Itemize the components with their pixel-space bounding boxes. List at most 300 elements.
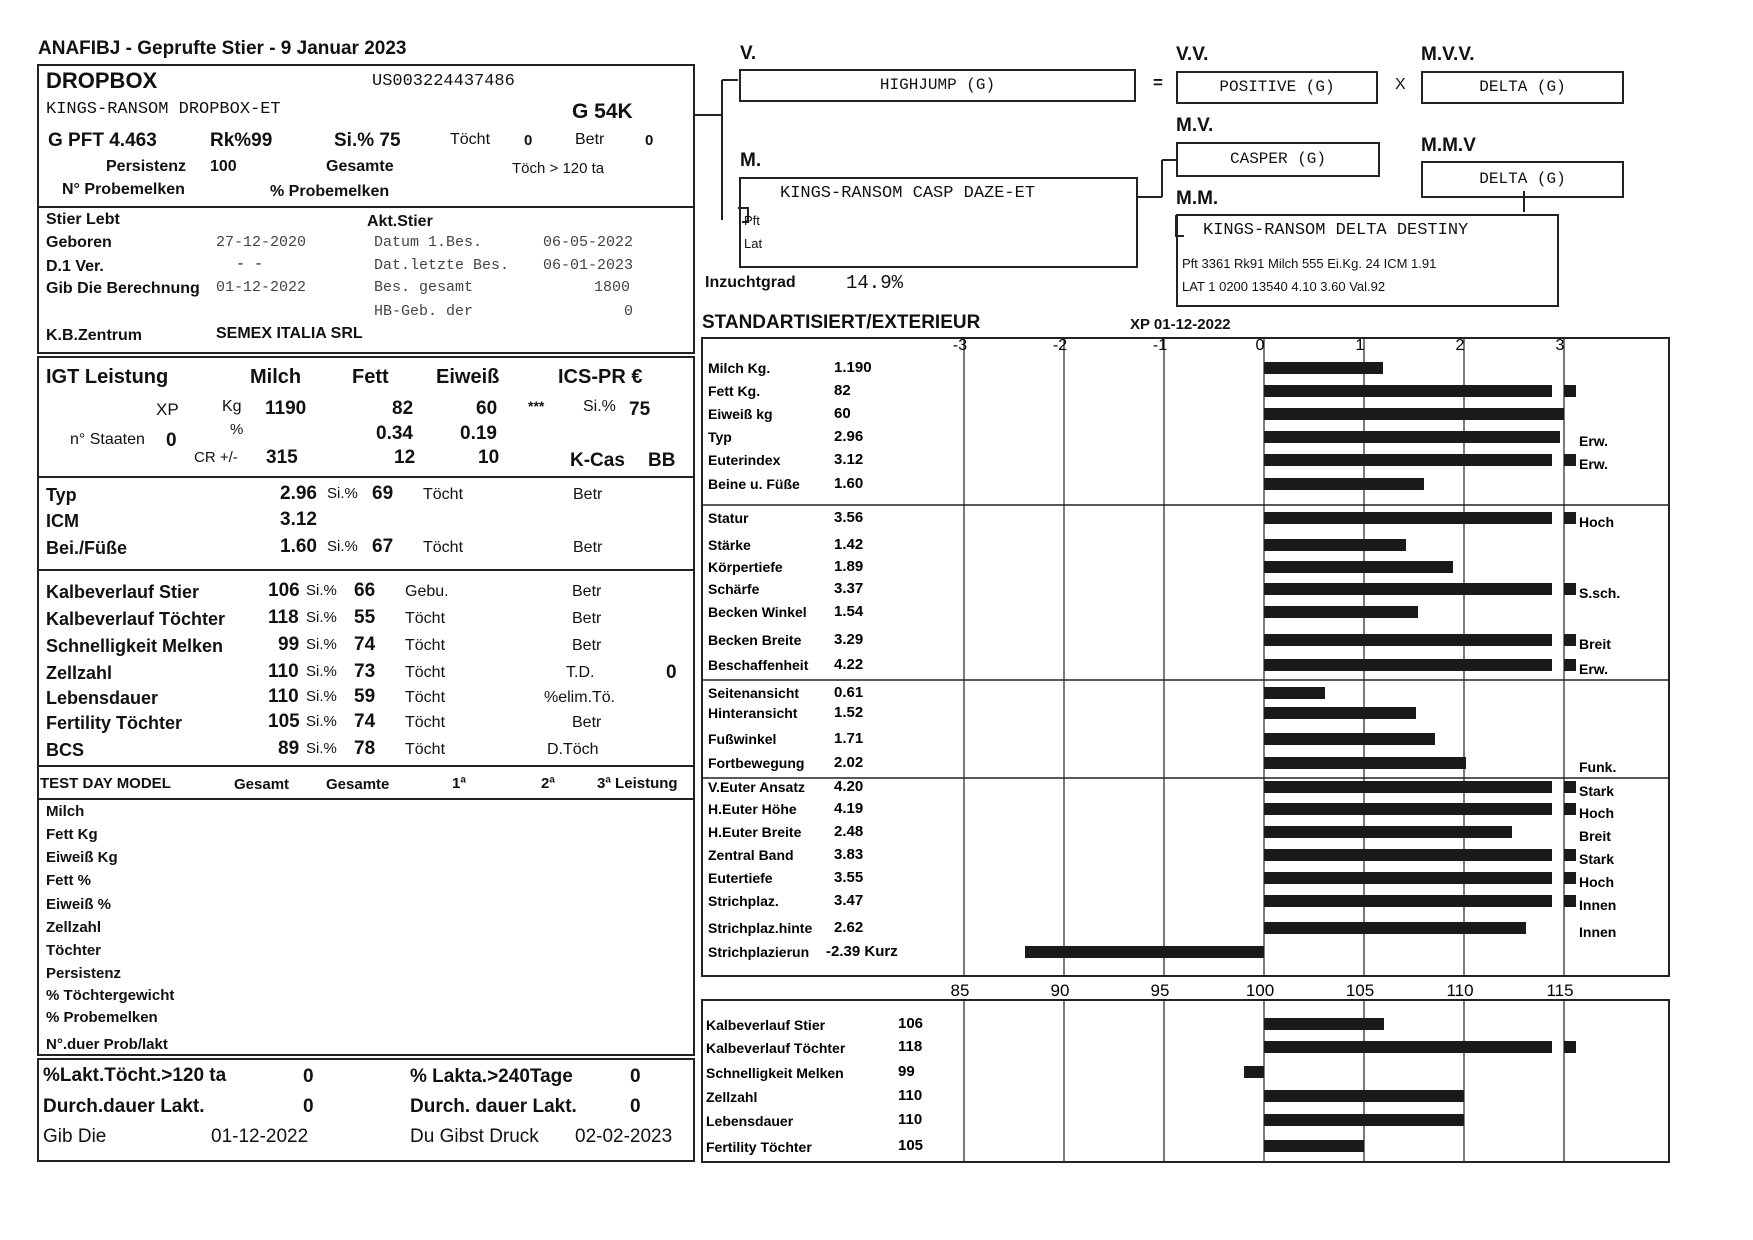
type-row-t: Töcht (423, 539, 464, 556)
datletzte-label: Dat.letzte Bes. (374, 257, 510, 274)
func-bar (1264, 1041, 1552, 1053)
trait-label: Milch Kg. (708, 360, 771, 376)
tick-label: 90 (1050, 981, 1070, 1000)
persistenz-label: Persistenz (106, 158, 187, 175)
trait-marker (1564, 849, 1576, 861)
dam-pft: Pft (744, 213, 760, 228)
tick-label: 0 (1255, 337, 1265, 354)
tdm-row: Milch (46, 803, 85, 820)
vv-label: V.V. (1176, 44, 1209, 65)
trait-marker (1564, 634, 1576, 646)
hb-label: HB-Geb. der (374, 303, 474, 320)
v-label: V. (740, 43, 757, 64)
type-row-b: Betr (573, 486, 603, 503)
dam-dam-lat: LAT 1 0200 13540 4.10 3.60 Val.92 (1182, 279, 1386, 294)
durch1-label: Durch.dauer Lakt. (43, 1096, 205, 1117)
trait-bar (1264, 757, 1466, 769)
trait-note: Stark (1579, 851, 1615, 867)
func-row-si-label: Si.% (306, 740, 337, 757)
d1-label: D.1 Ver. (46, 258, 104, 275)
func-row-t: Töcht (405, 714, 446, 731)
bull-name: DROPBOX (46, 68, 158, 93)
func-row-val: 110 (268, 661, 299, 682)
func-row-si: 73 (354, 661, 376, 682)
trait-bar (1264, 385, 1552, 397)
func-value: 110 (898, 1111, 923, 1128)
func-row-val: 99 (278, 634, 300, 655)
trait-label: Fußwinkel (708, 731, 777, 747)
tdm-row: Fett % (46, 872, 91, 889)
type-row-si-label: Si.% (327, 485, 358, 502)
trait-value: 2.02 (834, 754, 864, 771)
datum1-val: 06-05-2022 (543, 234, 634, 251)
trait-note: Funk. (1579, 759, 1617, 775)
igt-cr-eiweiss: 10 (478, 447, 500, 468)
kb-val: SEMEX ITALIA SRL (216, 325, 363, 342)
func-row-si: 55 (354, 607, 376, 628)
mvv-label: M.V.V. (1421, 44, 1475, 65)
tick-label: 95 (1150, 981, 1170, 1000)
func-bar (1244, 1066, 1264, 1078)
mgs-sire-name: DELTA (G) (1479, 78, 1566, 96)
func-bar (1264, 1018, 1384, 1030)
probemelken-pct: % Probemelken (270, 183, 390, 200)
func-value: 110 (898, 1087, 923, 1104)
trait-value: 1.42 (834, 536, 864, 553)
trait-label: H.Euter Höhe (708, 801, 797, 817)
trait-value: 2.48 (834, 823, 864, 840)
trait-value: 3.56 (834, 509, 864, 526)
type-row-val: 3.12 (280, 509, 317, 530)
toch120-label: Töch > 120 ta (512, 160, 605, 177)
hb-val: 0 (624, 303, 634, 320)
func-row-b: Betr (572, 583, 602, 600)
trait-label: Beschaffenheit (708, 657, 809, 673)
inzucht-label: Inzuchtgrad (705, 274, 796, 291)
type-row-b: Betr (573, 539, 603, 556)
d1-val: - - (236, 256, 264, 273)
trait-bar (1264, 539, 1406, 551)
trait-label: Becken Breite (708, 632, 802, 648)
func-bar (1264, 1114, 1464, 1126)
trait-value: 1.190 (834, 359, 872, 376)
sire-sire-name: POSITIVE (G) (1219, 78, 1335, 96)
trait-value: 3.12 (834, 451, 864, 468)
functional-frame (702, 1000, 1669, 1162)
trait-marker (1564, 583, 1576, 595)
bes-val: 1800 (594, 279, 631, 296)
page-title: ANAFIBJ - Geprufte Stier - 9 Januar 2023 (38, 38, 407, 59)
betr-val: 0 (645, 132, 654, 149)
func-row-si: 78 (354, 738, 376, 759)
persistenz-val: 100 (210, 158, 237, 175)
dam-dam-name: KINGS-RANSOM DELTA DESTINY (1203, 221, 1469, 240)
datletzte-val: 06-01-2023 (543, 257, 634, 274)
tdm-row: Eiweiß % (46, 896, 112, 913)
trait-bar (1264, 478, 1424, 490)
trait-note: S.sch. (1579, 585, 1621, 601)
trait-value: 1.54 (834, 603, 864, 620)
gesamte-label: Gesamte (326, 158, 394, 175)
func-row-t: Töcht (405, 637, 446, 654)
trait-value: 82 (834, 382, 851, 399)
tdm-row: N°.duer Prob/lakt (46, 1036, 168, 1053)
func-label: Zellzahl (706, 1089, 758, 1105)
trait-marker (1564, 872, 1576, 884)
trait-bar (1264, 431, 1560, 443)
func-row-si: 74 (354, 711, 376, 732)
durch1-val: 0 (303, 1096, 314, 1117)
func-row-si: 74 (354, 634, 376, 655)
trait-value: 4.19 (834, 800, 864, 817)
m-label: M. (740, 150, 762, 171)
durch2-label: Durch. dauer Lakt. (410, 1096, 577, 1117)
bull-fullname: KINGS-RANSOM DROPBOX-ET (46, 100, 281, 119)
trait-value: 3.29 (834, 631, 864, 648)
trait-value: 3.55 (834, 869, 864, 886)
trait-bar (1264, 849, 1552, 861)
igt-si-label: Si.% (583, 398, 616, 415)
bull-id: US003224437486 (372, 72, 515, 91)
func-marker (1564, 1041, 1576, 1053)
trait-value: 1.60 (834, 475, 864, 492)
trait-label: V.Euter Ansatz (708, 779, 805, 795)
si: Si.% 75 (334, 130, 401, 151)
func-bar (1264, 1140, 1364, 1152)
tdm-l3: 3ª Leistung (597, 775, 678, 792)
rk: Rk%99 (210, 130, 273, 151)
trait-label: Beine u. Füße (708, 476, 800, 492)
igt-title: IGT Leistung (46, 366, 169, 388)
trait-value: 1.89 (834, 558, 864, 575)
trait-label: Becken Winkel (708, 604, 807, 620)
func-row-si-label: Si.% (306, 663, 337, 680)
akt-stier: Akt.Stier (367, 213, 433, 230)
trait-bar (1264, 659, 1552, 671)
igt-kg: Kg (222, 398, 242, 415)
func-label: Kalbeverlauf Töchter (706, 1040, 846, 1056)
trait-label: Körpertiefe (708, 559, 783, 575)
type-row-label: ICM (46, 511, 79, 531)
func-value: 118 (898, 1038, 923, 1055)
igt-si-val: 75 (629, 399, 651, 420)
trait-label: Strichplaz.hinte (708, 920, 813, 936)
func-row-t: Töcht (405, 741, 446, 758)
func-bar (1264, 1090, 1464, 1102)
lakt120-val: 0 (303, 1066, 314, 1087)
igt-cr-fett: 12 (394, 447, 416, 468)
tick-label: 3 (1555, 337, 1565, 354)
igt-kg-fett: 82 (392, 398, 414, 419)
trait-value: 2.96 (834, 428, 864, 445)
trait-label: Strichplaz. (708, 893, 779, 909)
tick-label: 110 (1446, 981, 1474, 1000)
trait-value: 4.22 (834, 656, 864, 673)
trait-bar (1264, 634, 1552, 646)
tick-label: 105 (1345, 981, 1375, 1000)
trait-note: Hoch (1579, 514, 1614, 530)
probemelken-n: N° Probemelken (62, 181, 185, 198)
func-row-label: Lebensdauer (46, 688, 159, 708)
gibdie-val: 01-12-2022 (211, 1126, 309, 1147)
trait-bar (1264, 512, 1552, 524)
trait-label: Typ (708, 429, 732, 445)
tdm-l1: 1ª (452, 775, 466, 792)
mmv-label: M.M.V (1421, 135, 1476, 156)
tdm-row: Töchter (46, 942, 102, 959)
func-row-b: D.Töch (547, 741, 599, 758)
igt-stars: *** (528, 398, 545, 414)
lakt120-label: %Lakt.Töcht.>120 ta (43, 1065, 227, 1086)
trait-marker (1564, 512, 1576, 524)
igt-staaten-val: 0 (166, 430, 177, 451)
trait-bar (1264, 707, 1416, 719)
druck-val: 02-02-2023 (575, 1126, 673, 1147)
func-row-b: T.D. (566, 664, 595, 681)
trait-label: Zentral Band (708, 847, 794, 863)
igt-kg-milch: 1190 (265, 398, 307, 419)
trait-marker (1564, 659, 1576, 671)
trait-bar (1025, 946, 1264, 958)
x-sign: X (1395, 76, 1406, 93)
datum1-label: Datum 1.Bes. (374, 234, 483, 251)
trait-marker (1564, 454, 1576, 466)
trait-label: Schärfe (708, 581, 760, 597)
lakt240-val: 0 (630, 1066, 641, 1087)
func-row-b: Betr (572, 637, 602, 654)
type-row-label: Bei./Füße (46, 538, 128, 558)
trait-bar (1264, 362, 1383, 374)
trait-note: Innen (1579, 924, 1617, 940)
inzucht-val: 14.9% (846, 272, 904, 294)
trait-bar (1264, 803, 1552, 815)
trait-label: Fett Kg. (708, 383, 761, 399)
trait-marker (1564, 803, 1576, 815)
func-row-val: 105 (268, 711, 300, 732)
trait-value: 0.61 (834, 684, 864, 701)
trait-label: Euterindex (708, 452, 781, 468)
func-row-t: Gebu. (405, 583, 449, 600)
type-row-val: 2.96 (280, 483, 317, 504)
trait-note: Breit (1579, 828, 1611, 844)
func-label: Fertility Töchter (706, 1139, 812, 1155)
tdm-row: % Probemelken (46, 1009, 158, 1026)
trait-marker (1564, 895, 1576, 907)
trait-value: 3.47 (834, 892, 864, 909)
trait-value: 1.71 (834, 730, 864, 747)
tdm-gesamte: Gesamte (326, 776, 390, 793)
igt-cr-milch: 315 (266, 447, 298, 468)
stier-lebt: Stier Lebt (46, 211, 120, 228)
std-title: STANDARTISIERT/EXTERIEUR (702, 312, 981, 333)
func-value: 106 (898, 1015, 924, 1032)
gib-val: 01-12-2022 (216, 279, 307, 296)
durch2-val: 0 (630, 1096, 641, 1117)
mm-label: M.M. (1176, 188, 1219, 209)
trait-label: Strichplazierun (708, 944, 810, 960)
type-row-si: 69 (372, 483, 394, 504)
func-row-si-label: Si.% (306, 636, 337, 653)
tdm-row: Eiweiß Kg (46, 849, 118, 866)
gibdie-label: Gib Die (43, 1126, 107, 1147)
trait-label: H.Euter Breite (708, 824, 802, 840)
func-row-val: 106 (268, 580, 300, 601)
tdm-row: % Töchtergewicht (46, 987, 175, 1004)
igt-xp: XP (156, 400, 179, 419)
gpft: G PFT 4.463 (48, 130, 157, 151)
trait-value: 60 (834, 405, 851, 422)
func-row-si: 66 (354, 580, 376, 601)
trait-note: Erw. (1579, 661, 1609, 677)
kb-label: K.B.Zentrum (46, 327, 142, 344)
igt-cr-label: CR +/- (194, 449, 238, 466)
trait-marker (1564, 781, 1576, 793)
func-row-b: Betr (572, 714, 602, 731)
trait-bar (1264, 687, 1325, 699)
trait-note: Hoch (1579, 805, 1614, 821)
mv-label: M.V. (1176, 115, 1214, 136)
func-label: Lebensdauer (706, 1113, 794, 1129)
trait-label: Eutertiefe (708, 870, 773, 886)
type-row-si: 67 (372, 536, 394, 557)
lakt240-label: % Lakta.>240Tage (410, 1066, 573, 1087)
igt-pct: % (230, 421, 244, 438)
tocht-val: 0 (524, 132, 533, 149)
dam-name: KINGS-RANSOM CASP DAZE-ET (780, 184, 1036, 203)
func-value: 105 (898, 1137, 924, 1154)
igt-kcas-val: BB (648, 450, 676, 471)
tdm-row: Persistenz (46, 965, 122, 982)
func-value: 99 (898, 1063, 915, 1080)
func-row-t: Töcht (405, 610, 446, 627)
type-row-t: Töcht (423, 486, 464, 503)
func-row-b: %elim.Tö. (544, 689, 616, 706)
trait-bar (1264, 561, 1453, 573)
trait-label: Fortbewegung (708, 755, 805, 771)
tdm-gesamt: Gesamt (234, 776, 290, 793)
func-row-b: Betr (572, 610, 602, 627)
trait-value: 2.62 (834, 919, 864, 936)
tick-label: 2 (1455, 337, 1465, 354)
trait-bar (1264, 895, 1552, 907)
tdm-row: Fett Kg (46, 826, 98, 843)
type-row-val: 1.60 (280, 536, 317, 557)
tdm-l2: 2ª (541, 775, 555, 792)
igt-kcas-label: K-Cas (570, 450, 625, 471)
bes-label: Bes. gesamt (374, 279, 474, 296)
dam-dam-pft: Pft 3361 Rk91 Milch 555 Ei.Kg. 24 ICM 1.91 (1182, 256, 1437, 271)
igt-staaten-label: n° Staaten (70, 431, 145, 448)
trait-note: Innen (1579, 897, 1617, 913)
tdm-title: TEST DAY MODEL (40, 775, 171, 792)
tdm-row: Zellzahl (46, 919, 102, 936)
func-row-label: Schnelligkeit Melken (46, 636, 224, 656)
trait-bar (1264, 733, 1435, 745)
type-row-label: Typ (46, 485, 77, 505)
geboren-label: Geboren (46, 234, 112, 251)
func-label: Kalbeverlauf Stier (706, 1017, 826, 1033)
type-row-si-label: Si.% (327, 538, 358, 555)
trait-bar (1264, 872, 1552, 884)
func-row-label: Fertility Töchter (46, 713, 183, 733)
func-row-t: Töcht (405, 689, 446, 706)
tick-label: 115 (1546, 981, 1574, 1000)
func-row-val: 118 (268, 607, 299, 628)
eq-sign: = (1153, 73, 1163, 92)
trait-marker (1564, 385, 1576, 397)
tick-label: -3 (952, 337, 968, 354)
trait-note: Breit (1579, 636, 1611, 652)
genomic-label: G 54K (572, 100, 633, 123)
dam-lat: Lat (744, 236, 763, 251)
trait-value: 1.52 (834, 704, 864, 721)
trait-note: Erw. (1579, 456, 1609, 472)
trait-bar (1264, 781, 1552, 793)
trait-bar (1264, 922, 1526, 934)
func-label: Schnelligkeit Melken (706, 1065, 844, 1081)
func-row-t: Töcht (405, 664, 446, 681)
igt-fett: Fett (352, 366, 389, 388)
func-row-label: Zellzahl (46, 663, 113, 683)
func-row-val: 110 (268, 686, 299, 707)
trait-value: 3.83 (834, 846, 864, 863)
func-row-val: 89 (278, 738, 300, 759)
betr-label: Betr (575, 131, 605, 148)
tick-label: -2 (1052, 337, 1068, 354)
trait-label: Statur (708, 510, 749, 526)
func-row-si-label: Si.% (306, 713, 337, 730)
igt-milch: Milch (250, 366, 302, 388)
igt-eiweiss: Eiweiß (436, 366, 500, 388)
trait-bar (1264, 408, 1564, 420)
sire-name: HIGHJUMP (G) (879, 76, 996, 94)
tick-label: -1 (1152, 337, 1168, 354)
tick-label: 1 (1355, 337, 1365, 354)
func-row-si-label: Si.% (306, 609, 337, 626)
trait-bar (1264, 583, 1552, 595)
trait-note: Erw. (1579, 433, 1609, 449)
igt-pct-fett: 0.34 (376, 423, 413, 444)
igt-ics: ICS-PR € (558, 366, 643, 388)
geboren-val: 27-12-2020 (216, 234, 307, 251)
std-xp: XP 01-12-2022 (1130, 316, 1231, 333)
tick-label: 100 (1245, 981, 1275, 1000)
dam-sire-name: CASPER (G) (1229, 150, 1326, 168)
trait-label: Hinteransicht (708, 705, 798, 721)
func-row-si-label: Si.% (306, 582, 337, 599)
trait-note: Hoch (1579, 874, 1614, 890)
trait-note: Stark (1579, 783, 1615, 799)
func-row-extra: 0 (666, 662, 677, 683)
func-row-label: BCS (46, 740, 85, 760)
igt-kg-eiweiss: 60 (476, 398, 498, 419)
trait-label: Eiweiß kg (708, 406, 773, 422)
gib-label: Gib Die Berechnung (46, 280, 200, 297)
trait-value: 3.37 (834, 580, 864, 597)
trait-label: Seitenansicht (708, 685, 800, 701)
tocht-label: Töcht (450, 131, 491, 148)
trait-bar (1264, 606, 1418, 618)
tick-label: 85 (950, 981, 970, 1000)
dam-dam-sire-name: DELTA (G) (1479, 170, 1566, 188)
trait-label: Stärke (708, 537, 751, 553)
func-row-label: Kalbeverlauf Stier (46, 582, 200, 602)
trait-value: -2.39 Kurz (826, 943, 898, 960)
trait-value: 4.20 (834, 778, 864, 795)
igt-pct-eiweiss: 0.19 (460, 423, 497, 444)
trait-bar (1264, 454, 1552, 466)
func-row-label: Kalbeverlauf Töchter (46, 609, 226, 629)
